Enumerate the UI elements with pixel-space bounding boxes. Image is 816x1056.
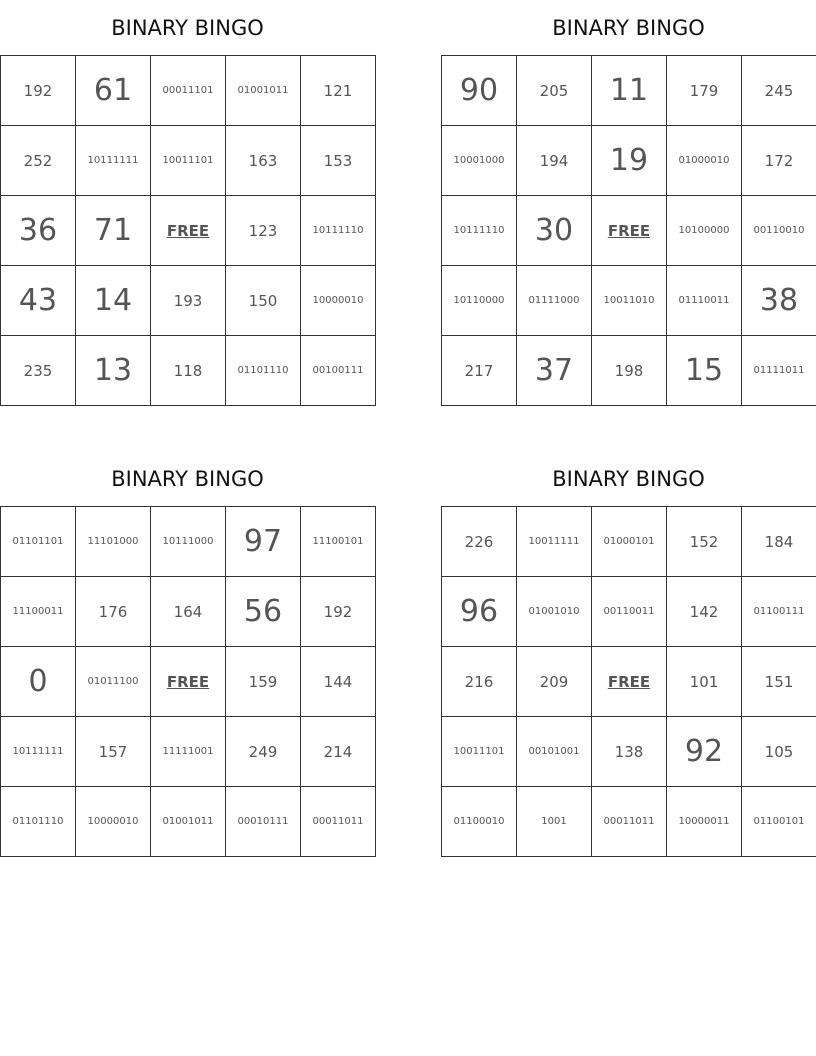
grid-row (1, 266, 376, 336)
grid-cell: 235 (1, 336, 76, 406)
grid-cell-binary: 10011101 (151, 126, 226, 196)
grid-row (442, 266, 816, 336)
grid-cell: 13 (76, 336, 151, 406)
grid-cell: 193 (151, 266, 226, 336)
grid-cell: 56 (226, 577, 301, 647)
grid-cell-binary: 10111111 (1, 717, 76, 787)
grid-cell-binary: 00100111 (301, 336, 376, 406)
grid-row (442, 336, 816, 406)
grid-cell: 150 (226, 266, 301, 336)
grid-cell: 159 (226, 647, 301, 717)
grid-cell: 43 (1, 266, 76, 336)
grid-cell: 252 (1, 126, 76, 196)
grid-row (442, 56, 816, 126)
grid-row (1, 647, 376, 717)
grid-cell: 0 (1, 647, 76, 717)
bingo-grid (0, 506, 376, 857)
grid-cell-binary: 00110011 (592, 577, 667, 647)
grid-cell: 153 (301, 126, 376, 196)
card-title: BINARY BINGO (552, 16, 705, 40)
grid-cell-binary: 10000010 (76, 787, 151, 857)
grid-cell-binary: 11111001 (151, 717, 226, 787)
grid-cell-binary: 1001 (517, 787, 592, 857)
grid-cell-binary: 00110010 (742, 196, 816, 266)
grid-cell: 123 (226, 196, 301, 266)
grid-cell: 194 (517, 126, 592, 196)
grid-row (442, 577, 816, 647)
grid-cell-binary: 10111110 (301, 196, 376, 266)
grid-row (1, 336, 376, 406)
grid-cell-binary: 00011011 (301, 787, 376, 857)
grid-cell-binary: 01000101 (592, 507, 667, 577)
grid-cell: 217 (442, 336, 517, 406)
grid-cell-binary: 01100111 (742, 577, 816, 647)
grid-cell-binary: 10111110 (442, 196, 517, 266)
grid-cell-binary: 01111000 (517, 266, 592, 336)
grid-cell-binary: 01101110 (1, 787, 76, 857)
grid-cell: 19 (592, 126, 667, 196)
grid-cell: 179 (667, 56, 742, 126)
grid-cell-binary: 01100010 (442, 787, 517, 857)
grid-cell: 11 (592, 56, 667, 126)
grid-cell: 245 (742, 56, 816, 126)
grid-row (442, 647, 816, 717)
grid-cell-binary: 00011101 (151, 56, 226, 126)
grid-cell: 163 (226, 126, 301, 196)
grid-cell-binary: 10111000 (151, 507, 226, 577)
grid-cell-binary: 11100101 (301, 507, 376, 577)
free-space: FREE (151, 647, 226, 717)
grid-cell: 176 (76, 577, 151, 647)
grid-cell: 205 (517, 56, 592, 126)
grid-cell: 90 (442, 56, 517, 126)
grid-cell-binary: 01011100 (76, 647, 151, 717)
grid-cell-binary: 00101001 (517, 717, 592, 787)
grid-row (1, 56, 376, 126)
grid-row (442, 507, 816, 577)
grid-cell: 15 (667, 336, 742, 406)
grid-cell: 192 (301, 577, 376, 647)
grid-row (1, 577, 376, 647)
card-title: BINARY BINGO (111, 467, 264, 491)
grid-cell: 30 (517, 196, 592, 266)
grid-cell: 152 (667, 507, 742, 577)
grid-cell: 36 (1, 196, 76, 266)
grid-cell-binary: 01111011 (742, 336, 816, 406)
grid-cell-binary: 10001000 (442, 126, 517, 196)
grid-cell-binary: 10110000 (442, 266, 517, 336)
grid-cell-binary: 11100011 (1, 577, 76, 647)
grid-cell: 96 (442, 577, 517, 647)
grid-cell: 142 (667, 577, 742, 647)
grid-cell: 249 (226, 717, 301, 787)
grid-cell-binary: 01000010 (667, 126, 742, 196)
grid-cell: 157 (76, 717, 151, 787)
grid-cell: 216 (442, 647, 517, 717)
grid-cell-binary: 01100101 (742, 787, 816, 857)
free-space: FREE (151, 196, 226, 266)
free-space: FREE (592, 196, 667, 266)
grid-cell: 105 (742, 717, 816, 787)
grid-cell-binary: 01101110 (226, 336, 301, 406)
grid-cell: 71 (76, 196, 151, 266)
grid-row (1, 787, 376, 857)
grid-cell-binary: 10000011 (667, 787, 742, 857)
grid-row (442, 126, 816, 196)
grid-cell: 172 (742, 126, 816, 196)
grid-cell: 138 (592, 717, 667, 787)
grid-cell: 192 (1, 56, 76, 126)
grid-row (442, 196, 816, 266)
grid-row (1, 126, 376, 196)
grid-cell: 226 (442, 507, 517, 577)
grid-cell-binary: 01110011 (667, 266, 742, 336)
grid-row (442, 787, 816, 857)
grid-cell: 38 (742, 266, 816, 336)
grid-cell-binary: 01001010 (517, 577, 592, 647)
grid-cell: 214 (301, 717, 376, 787)
grid-cell: 164 (151, 577, 226, 647)
card-title: BINARY BINGO (552, 467, 705, 491)
grid-cell-binary: 10011101 (442, 717, 517, 787)
grid-row (1, 196, 376, 266)
grid-row (1, 507, 376, 577)
grid-cell: 61 (76, 56, 151, 126)
grid-cell-binary: 10011010 (592, 266, 667, 336)
grid-cell: 144 (301, 647, 376, 717)
grid-cell: 92 (667, 717, 742, 787)
grid-cell: 151 (742, 647, 816, 717)
grid-cell-binary: 01101101 (1, 507, 76, 577)
card-title: BINARY BINGO (111, 16, 264, 40)
bingo-grid (0, 55, 376, 406)
grid-cell: 198 (592, 336, 667, 406)
grid-cell: 101 (667, 647, 742, 717)
grid-cell: 118 (151, 336, 226, 406)
grid-cell-binary: 00011011 (592, 787, 667, 857)
grid-cell-binary: 01001011 (151, 787, 226, 857)
free-space: FREE (592, 647, 667, 717)
grid-cell: 184 (742, 507, 816, 577)
grid-cell-binary: 10000010 (301, 266, 376, 336)
grid-cell: 97 (226, 507, 301, 577)
bingo-grid (441, 506, 816, 857)
grid-cell-binary: 10100000 (667, 196, 742, 266)
bingo-grid (441, 55, 816, 406)
grid-cell-binary: 10111111 (76, 126, 151, 196)
grid-cell-binary: 11101000 (76, 507, 151, 577)
grid-cell: 37 (517, 336, 592, 406)
grid-cell-binary: 10011111 (517, 507, 592, 577)
grid-cell-binary: 00010111 (226, 787, 301, 857)
grid-cell: 121 (301, 56, 376, 126)
grid-cell-binary: 01001011 (226, 56, 301, 126)
grid-cell: 209 (517, 647, 592, 717)
grid-row (442, 717, 816, 787)
grid-row (1, 717, 376, 787)
grid-cell: 14 (76, 266, 151, 336)
